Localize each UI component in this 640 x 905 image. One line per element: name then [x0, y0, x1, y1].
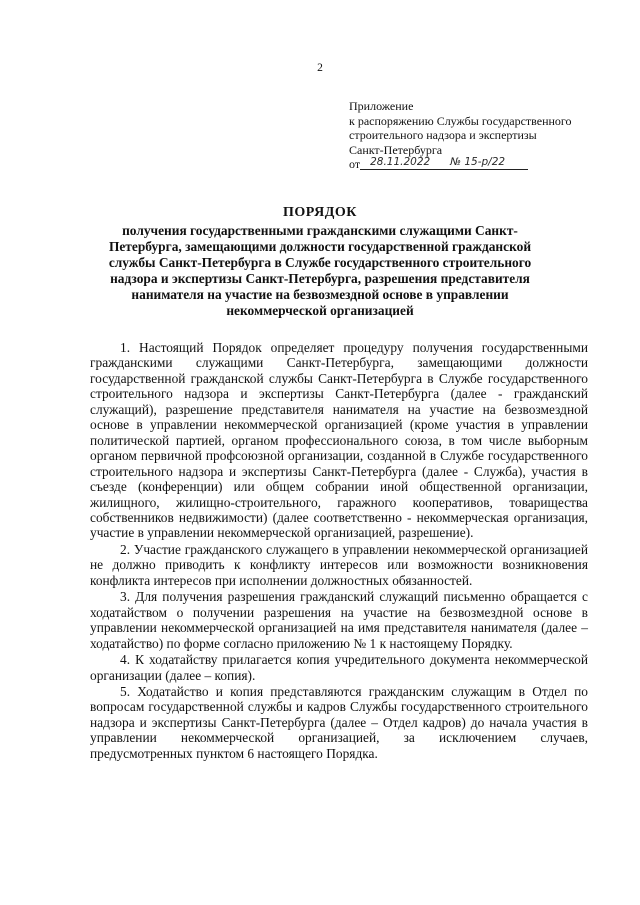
document-title: ПОРЯДОК [283, 205, 357, 220]
paragraph-2: 2. Участие гражданского служащего в управлении некоммерческой организацией не должно приводить к конфликту интересов или возможности возникновения конфликта интересов при исполнении должностных обязанностей. [90, 541, 588, 588]
handwritten-number: № 15-р/22 [450, 155, 506, 168]
handwritten-date: 28.11.2022 [370, 155, 431, 168]
appendix-line-3: строительного надзора и экспертизы [349, 128, 537, 143]
appendix-line-4: Санкт-Петербурга [349, 142, 443, 157]
document-subtitle: получения государственными гражданскими служащими Санкт-Петербурга, замещающими должности государственной гражданской службы Санкт-Петербурга в Службе государственного строительного надзора и экспертизы Санкт-Петербурга, разрешения представителя нанимателя на участие на безвозмездной основе в управлении некоммерческой организацией [108, 223, 532, 319]
page-number: 2 [317, 62, 323, 74]
appendix-line-1: Приложение [349, 99, 414, 113]
appendix-date-line [349, 157, 572, 172]
appendix-line-2: к распоряжению Службы государственного [349, 113, 572, 128]
paragraph-3: 3. Для получения разрешения гражданский служащий письменно обращается с ходатайством о получении разрешения на участие на безвозмездной основе в управлении некоммерческой организацией на имя представителя нанимателя (далее – ходатайство) по форме согласно приложению № 1 к настоящему Порядку. [90, 589, 588, 651]
paragraph-4: 4. К ходатайству прилагается копия учредительного документа некоммерческой организации (далее – копия). [90, 652, 588, 683]
paragraph-5: 5. Ходатайство и копия представляются гражданским служащим в Отдел по вопросам государственной службы и кадров Службы государственного строительного надзора и экспертизы Санкт-Петербурга (далее – Отдел кадров) до начала участия в управлении некоммерческой организацией, за исключением случаев, предусмотренных пунктом 6 настоящего Порядка. [90, 683, 588, 761]
signature-line [360, 157, 528, 170]
from-label: от [349, 157, 361, 172]
paragraph-1: 1. Настоящий Порядок определяет процедуру получения государственными гражданскими служащими Санкт-Петербурга, замещающими должности государственной гражданской службы Санкт-Петербурга в Службе государственного строительного надзора и экспертизы Санкт-Петербурга (далее - гражданский служащий), разрешение представителя нанимателя на участие на безвозмездной основе в управлении некоммерческой организацией (кроме участия в управлении политической партией, органом профессионального союза, в том числе выборным органом первичной профсоюзной организации, созданной в Службе государственного строительного надзора и экспертизы Санкт-Петербурга (далее - Служба), участия в съезде (конференции) или общем собрании иной общественной организации, жилищного, жилищно-строительного, гаражного кооперативов, товарищества собственников недвижимости) (далее соответственно - некоммерческая организация, участие в управлении некоммерческой организацией, разрешение). [90, 340, 588, 541]
appendix-block [349, 99, 572, 172]
document-body [90, 340, 588, 761]
